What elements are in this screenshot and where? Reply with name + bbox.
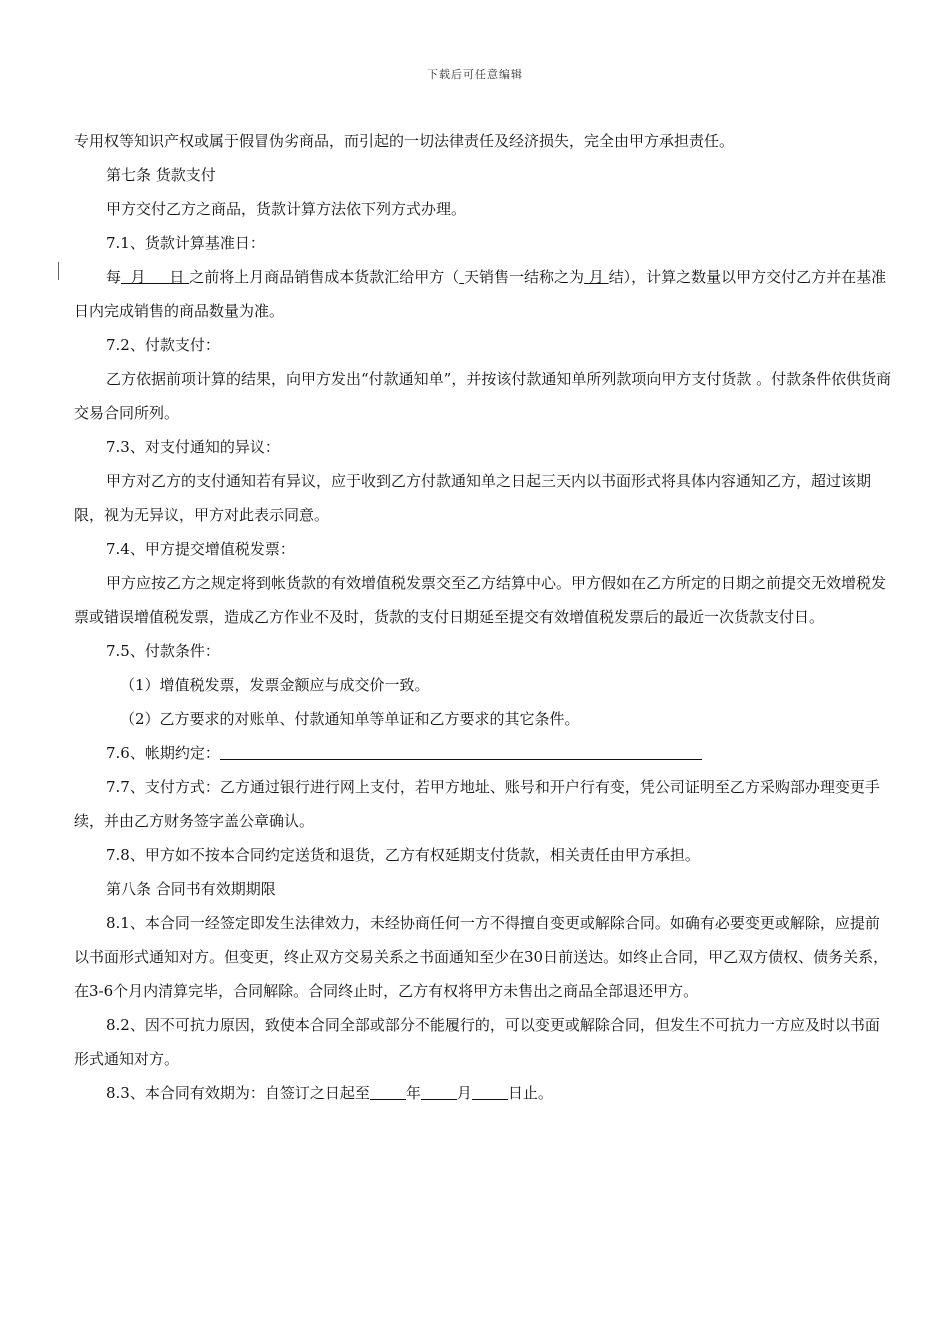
list-item: （2）乙方要求的对账单、付款通知单等单证和乙方要求的其它条件。: [120, 710, 580, 728]
clause-heading: 7.3、对支付通知的异议：: [106, 438, 280, 456]
text: 月: [130, 268, 146, 286]
paragraph: 7.7、支付方式：乙方通过银行进行网上支付，若甲方地址、账号和开户行有变，凭公司证明至乙方采购部办理变更手续，并由乙方财务签字盖公章确认。: [74, 778, 880, 830]
text: 8.3、本合同有效期为：自签订之日起至: [106, 1084, 370, 1102]
clause-term: [74, 736, 892, 770]
article-heading: 第八条 合同书有效期期限: [106, 880, 276, 898]
paragraph: 甲方交付乙方之商品，货款计算方法依下列方式办理。: [106, 200, 467, 218]
text: 年: [405, 1084, 421, 1102]
paragraph: 乙方依据前项计算的结果，向甲方发出“付款通知单”，并按该付款通知单所列款项向甲方支付货款 。付款条件依供货商交易合同所列。: [74, 370, 892, 422]
blank-day: [472, 1083, 508, 1100]
article-heading: 第七条 货款支付: [106, 166, 216, 184]
paragraph-base-date: [74, 260, 892, 328]
clause-heading: 7.2、付款支付：: [106, 336, 220, 354]
list-item: （1）增值税发票，发票金额应与成交价一致。: [120, 676, 430, 694]
text: 每: [106, 268, 122, 286]
paragraph: 8.2、因不可抗力原因，致使本合同全部或部分不能履行的，可以变更或解除合同，但发生不可抗力一方应及时以书面形式通知对方。: [74, 1016, 880, 1068]
clause-heading: 7.1、货款计算基准日：: [106, 234, 265, 252]
text: 日: [169, 268, 185, 286]
text: 之前将上月商品销售成本货款汇给甲方（: [189, 268, 460, 286]
document-body: [74, 124, 892, 1110]
paragraph: 专用权等知识产权或属于假冒伪劣商品，而引起的一切法律责任及经济损失，完全由甲方承担责任。: [74, 132, 735, 150]
blank-year: [370, 1083, 406, 1100]
paragraph: 甲方对乙方的支付通知若有异议，应于收到乙方付款通知单之日起三天内以书面形式将具体内容通知乙方，超过该期限，视为无异议，甲方对此表示同意。: [74, 472, 872, 524]
text: 7.6、帐期约定：: [106, 744, 220, 762]
text: 结），计算之数量以甲方交付乙方并在基准日内完成销售的商品数量为准。: [74, 268, 887, 320]
fill-day: [169, 268, 189, 286]
edit-cursor-bar: [58, 262, 59, 280]
text: 日止。: [507, 1084, 553, 1102]
paragraph-validity: [74, 1076, 892, 1110]
blank-term-line: [220, 743, 702, 760]
page-header: 下载后可任意编辑: [427, 68, 523, 81]
clause-heading: 7.4、甲方提交增值税发票：: [106, 540, 295, 558]
fill-month: [121, 268, 169, 286]
paragraph: 8.1、本合同一经签定即发生法律效力，未经协商任何一方不得擅自变更或解除合同。如确有必要变更或解除，应提前以书面形式通知对方。但变更，终止双方交易关系之书面通知至少在30日前送达。如终止合同，甲乙双方债权、债务关系，在3-6个月内清算完毕，合同解除。合同终止时，乙方有权将甲方未售出之商品全部退还甲方。: [74, 914, 889, 1000]
clause-heading: 7.5、付款条件：: [106, 642, 220, 660]
fill-settle-month: [584, 268, 609, 286]
text: 天销售一结称之为: [464, 268, 585, 286]
paragraph: 7.8、甲方如不按本合同约定送货和退货，乙方有权延期支付货款，相关责任由甲方承担。: [106, 846, 700, 864]
blank-month: [421, 1083, 457, 1100]
text: 月: [588, 268, 604, 286]
paragraph: 甲方应按乙方之规定将到帐货款的有效增值税发票交至乙方结算中心。甲方假如在乙方所定的日期之前提交无效增税发票或错误增值税发票，造成乙方作业不及时，货款的支付日期延至提交有效增值税发票后的最近一次货款支付日。: [74, 574, 887, 626]
text: 月: [456, 1084, 472, 1102]
